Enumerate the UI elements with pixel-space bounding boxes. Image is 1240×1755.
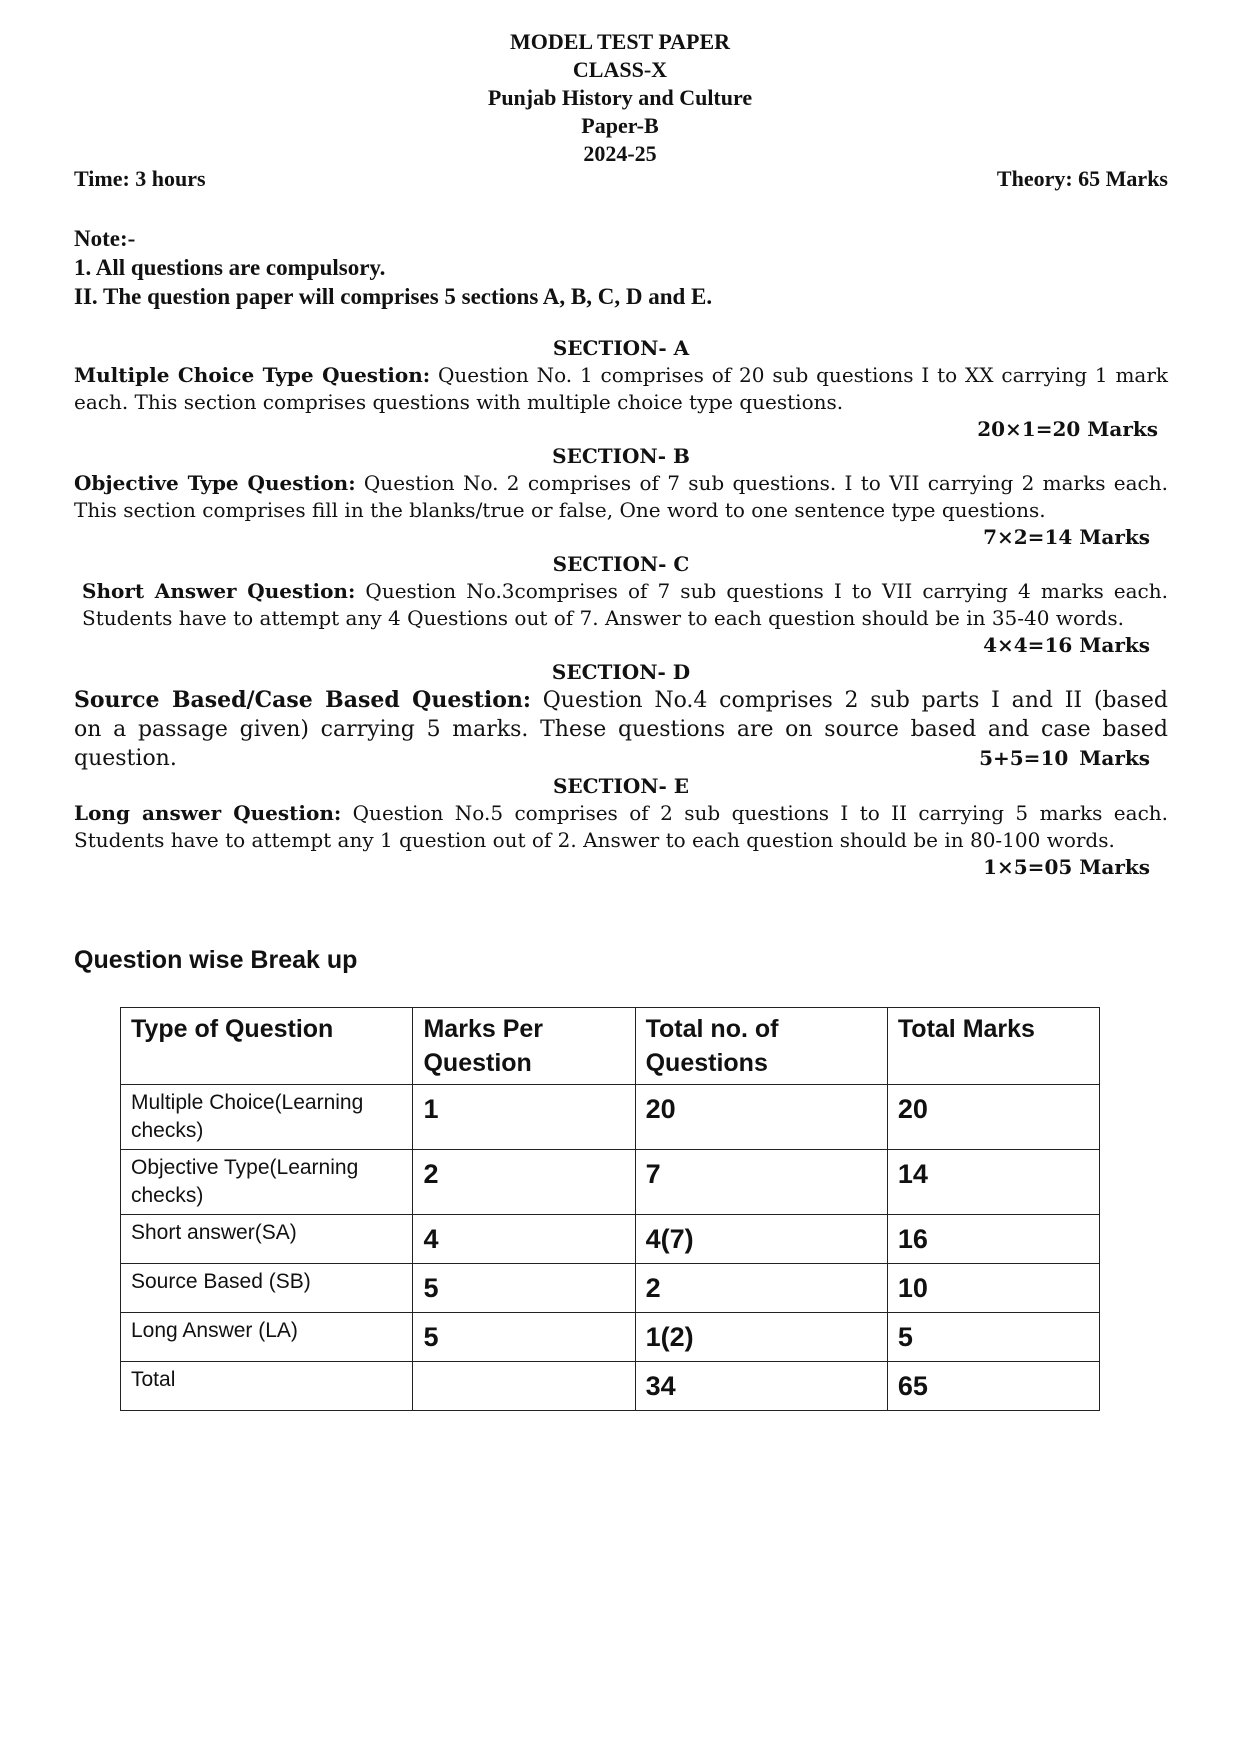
row-type: Objective Type(Learning checks) bbox=[121, 1150, 413, 1215]
header-total-questions: Total no. of Questions bbox=[635, 1008, 887, 1085]
note-heading: Note:- bbox=[74, 226, 136, 251]
row-type: Short answer(SA) bbox=[121, 1215, 413, 1264]
section-c-text: Question No.3comprises of 7 sub questions I to VII carrying 4 marks each. Students have to attempt any 4 Questions out of 7. Answer to each question should be in 35-40 words. bbox=[82, 579, 1168, 630]
total-marks-per-question bbox=[413, 1362, 635, 1411]
section-e-text: Question No.5 comprises of 2 sub questions I to II carrying 5 marks each. Students have to attempt any 1 question out of 2. Answer to each question should be in 80-100 words. bbox=[74, 801, 1169, 852]
row-marks: 4 bbox=[413, 1215, 635, 1264]
paper-header bbox=[0, 28, 1240, 168]
row-marks: 2 bbox=[413, 1150, 635, 1215]
row-total: 20 bbox=[887, 1085, 1099, 1150]
section-d-marks: 5+5=10 Marks bbox=[979, 746, 1150, 770]
section-a-body bbox=[74, 362, 1168, 416]
row-count: 7 bbox=[635, 1150, 887, 1215]
table-total-row bbox=[121, 1362, 1100, 1411]
row-marks: 5 bbox=[413, 1264, 635, 1313]
total-question-count: 34 bbox=[635, 1362, 887, 1411]
table-row bbox=[121, 1150, 1100, 1215]
section-c-marks: 4×4=16 Marks bbox=[983, 633, 1150, 657]
sections-block bbox=[74, 335, 1168, 881]
table-row bbox=[121, 1313, 1100, 1362]
table-row bbox=[121, 1264, 1100, 1313]
table-row bbox=[121, 1215, 1100, 1264]
table-row bbox=[121, 1085, 1100, 1150]
breakup-table bbox=[120, 1007, 1100, 1411]
section-d-text: Question No.4 comprises 2 sub parts I and II (based on a passage given) carrying 5 marks. These questions are on source based and case based question. bbox=[74, 688, 1168, 771]
row-count: 2 bbox=[635, 1264, 887, 1313]
row-count: 20 bbox=[635, 1085, 887, 1150]
section-b-marks: 7×2=14 Marks bbox=[983, 525, 1150, 549]
theory-marks-label: Theory: 65 Marks bbox=[996, 166, 1168, 191]
row-total: 10 bbox=[887, 1264, 1099, 1313]
total-label: Total bbox=[121, 1362, 413, 1411]
class-label: CLASS-X bbox=[572, 57, 668, 82]
section-c-body bbox=[74, 578, 1168, 657]
section-e-title: SECTION- E bbox=[552, 774, 690, 798]
note-item-1: 1. All questions are compulsory. bbox=[74, 255, 386, 280]
row-type: Multiple Choice(Learning checks) bbox=[121, 1085, 413, 1150]
paper-label: Paper-B bbox=[581, 113, 659, 138]
section-e-marks: 1×5=05 Marks bbox=[983, 855, 1150, 879]
row-marks: 5 bbox=[413, 1313, 635, 1362]
section-d-body bbox=[74, 686, 1168, 773]
header-marks-per-question: Marks Per Question bbox=[413, 1008, 635, 1085]
row-total: 14 bbox=[887, 1150, 1099, 1215]
section-e-label: Long answer Question: bbox=[74, 801, 342, 825]
section-b-text: Question No. 2 comprises of 7 sub questions. I to VII carrying 2 marks each. This section comprises fill in the blanks/true or false, One word to one sentence type questions. bbox=[74, 471, 1168, 522]
section-c-label: Short Answer Question: bbox=[82, 579, 356, 603]
section-e-body bbox=[74, 800, 1169, 879]
row-type: Long Answer (LA) bbox=[121, 1313, 413, 1362]
note-item-2: II. The question paper will comprises 5 sections A, B, C, D and E. bbox=[74, 284, 713, 309]
section-b-title: SECTION- B bbox=[552, 444, 690, 468]
row-type: Source Based (SB) bbox=[121, 1264, 413, 1313]
section-a-title: SECTION- A bbox=[552, 336, 690, 360]
time-label: Time: 3 hours bbox=[74, 166, 206, 191]
section-d-title: SECTION- D bbox=[551, 660, 691, 684]
breakup-title: Question wise Break up bbox=[74, 946, 358, 974]
session-label: 2024-25 bbox=[583, 141, 657, 166]
subject-label: Punjab History and Culture bbox=[487, 85, 753, 110]
row-count: 1(2) bbox=[635, 1313, 887, 1362]
section-a-marks: 20×1=20 Marks bbox=[977, 417, 1158, 441]
paper-title: MODEL TEST PAPER bbox=[509, 29, 731, 54]
section-b-body bbox=[74, 470, 1168, 549]
row-total: 5 bbox=[887, 1313, 1099, 1362]
total-marks-value: 65 bbox=[887, 1362, 1099, 1411]
row-count: 4(7) bbox=[635, 1215, 887, 1264]
note-block bbox=[74, 224, 1174, 311]
section-c-title: SECTION- C bbox=[552, 552, 690, 576]
section-a-label: Multiple Choice Type Question: bbox=[74, 363, 431, 387]
section-d-label: Source Based/Case Based Question: bbox=[74, 687, 532, 713]
table-header-row bbox=[121, 1008, 1100, 1085]
section-b-label: Objective Type Question: bbox=[74, 471, 356, 495]
section-a-text: Question No. 1 comprises of 20 sub questions I to XX carrying 1 mark each. This section comprises questions with multiple choice type questions. bbox=[74, 363, 1169, 414]
row-total: 16 bbox=[887, 1215, 1099, 1264]
row-marks: 1 bbox=[413, 1085, 635, 1150]
header-type: Type of Question bbox=[121, 1008, 413, 1085]
header-total-marks: Total Marks bbox=[887, 1008, 1099, 1085]
